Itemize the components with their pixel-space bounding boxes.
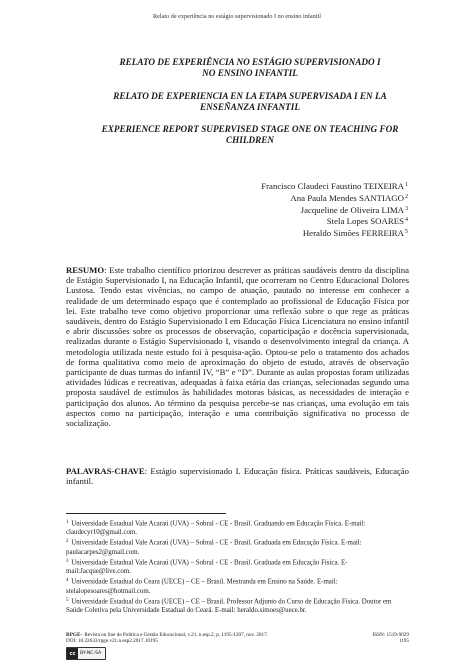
title-pt-line2: NO ENSINO INFANTIL (202, 68, 298, 78)
running-head: Relato de experiência no estágio supervisionado I no ensino infantil (153, 13, 321, 20)
author-name: Heraldo Simões FERREIRA (302, 228, 404, 239)
author-4 (261, 215, 408, 227)
author-name: Ana Paula Mendes SANTIAGO (290, 192, 404, 203)
footnote-text: Universidade Estadual do Ceara (UECE) – CE – Brasil. Mestranda em Ensino na Saúde. E-mail: stelalopesoares@hotmail.com. (66, 578, 338, 595)
title-en-line2: CHILDREN (226, 135, 274, 145)
author-name: Jacqueline de Oliveira LIMA (300, 204, 404, 215)
cc-icon: cc (67, 648, 78, 659)
creative-commons-badge[interactable] (66, 647, 106, 660)
footnote-5 (66, 597, 409, 616)
author-footnote-mark[interactable]: 3 (405, 205, 408, 212)
author-2 (261, 192, 408, 204)
title-pt-line1: RELATO DE EXPERIÊNCIA NO ESTÁGIO SUPERVISIONADO I (119, 57, 381, 67)
page-number: 1195 (398, 638, 409, 645)
footnote-mark: 4 (66, 578, 69, 584)
journal-issn-block (373, 632, 409, 645)
footnote-divider (66, 513, 226, 514)
footnote-text: Universidade Estadual Vale Acaraú (UVA) – Sobral - CE - Brasil. Graduando em Educação Física. E-mail: claudecyr10@gmail.com. (66, 520, 366, 537)
keywords-text: : Estágio supervisionado I. Educação física. Práticas saudáveis, Educação infantil. (66, 466, 409, 487)
title-es-line1: RELATO DE EXPERIENCIA EN LA ETAPA SUPERVISADA I EN LA (113, 91, 387, 101)
author-footnote-mark[interactable]: 2 (405, 193, 408, 200)
title-english (70, 124, 430, 146)
title-portuguese (70, 57, 430, 79)
footnote-2 (66, 538, 409, 557)
author-name: Stela Lopes SOARES (326, 216, 404, 227)
title-en-line1: EXPERIENCE REPORT SUPERVISED STAGE ONE ON TEACHING FOR (101, 124, 399, 134)
journal-name: RPGE (66, 632, 81, 638)
author-3 (261, 204, 408, 216)
license-terms: BY-NC-SA (80, 651, 102, 656)
footnote-3 (66, 558, 409, 577)
title-es-line2: ENSEÑANZA INFANTIL (200, 102, 300, 112)
keywords (66, 466, 409, 486)
author-footnote-mark[interactable]: 5 (405, 229, 408, 236)
journal-issn: ISSN: 1519-9029 (372, 632, 409, 638)
journal-citation-text: – Revista on line de Política e Gestão Educacional, v.21, n.esp.2, p. 1195-1207, nov. 2017. (80, 632, 268, 638)
footnote-1 (66, 519, 409, 538)
author-name: Francisco Claudeci Faustino TEIXEIRA (261, 181, 404, 191)
author-5 (261, 227, 408, 239)
title-spanish (70, 91, 430, 113)
footnote-mark: 3 (66, 558, 69, 564)
footnote-mark: 5 (66, 597, 69, 603)
footnote-text: Universidade Estadual do Ceara (UECE) – CE – Brasil. Professor Adjunto do Curso de Educação Física. Doutor em Saúde Coletiva pela Universidade Estadual do Ceará. E-mail: heraldo.simoes@uece.br. (66, 598, 392, 615)
journal-footer (66, 632, 409, 645)
footnote-mark: 1 (66, 520, 69, 525)
footnote-mark: 2 (66, 539, 69, 545)
footnote-4 (66, 577, 409, 596)
author-footnote-mark[interactable]: 4 (405, 217, 408, 224)
author-1 (261, 180, 408, 192)
author-list (261, 180, 408, 239)
abstract-label: RESUMO (66, 265, 105, 275)
abstract (66, 265, 409, 428)
footnote-text: Universidade Estadual Vale Acaraú (UVA) – Sobral - CE - Brasil. Graduada em Educação Física. E-mail:Jacque@live.com. (66, 559, 348, 576)
abstract-text: : Este trabalho científico priorizou descrever as práticas saudáveis dentro da disciplina de Estágio Supervisionado I, na Educação Infantil, que ocorreram no Centro Educacional Dolores Lustosa. Tendo estas vivências, no campo de atuação, pautado no interesse em conhecer a realidade de um determinado espaço que é contemplado ao profissional de Educação Física por lei. Este trabalho teve como objetivo proporcionar uma reflexão sobre o que rege as práticas saudáveis, dentro do Estágio Supervisionado I em Educação Física Licenciatura no ensino infantil e abrir discussões sobre os processos de observação, coparticipação e docência supervisionada, realizadas durante o Estágio Supervisionado I, visando o desenvolvimento integral da criança. A metodologia utilizada neste estudo foi à pesquisa-ação. Optou-se pelo o tratamento dos achados de forma qualitativa como meio de aproximação do objeto de estudo, através de observação participante de duas turmas do infantil IV, “B” e “D”. Durante as aulas propostas foram utilizadas atividades lúdicas e recreativas, adequadas à faixa etária das crianças, selecionadas segundo uma proposta saudável de estímulos às habilidades motoras básicas, as necessidades de interação e participação dos alunos. Ao término da pesquisa percebe-se nas crianças, uma evolução em tais aspectos como na participação, interação e uma contribuição significativa no processo de socialização. (66, 265, 409, 429)
author-footnote-mark[interactable]: 1 (405, 182, 408, 188)
footnote-text: Universidade Estadual Vale Acaraú (UVA) – Sobral - CE - Brasil. Graduada em Educação Física. E-mail: paulacarpes2@gmail.com. (66, 539, 362, 556)
keywords-label: PALAVRAS-CHAVE (66, 466, 145, 476)
footnote-list (66, 519, 409, 616)
journal-doi[interactable]: DOI: 10.22633/rpge.v21.n.esp2.2017.10195 (66, 638, 158, 645)
